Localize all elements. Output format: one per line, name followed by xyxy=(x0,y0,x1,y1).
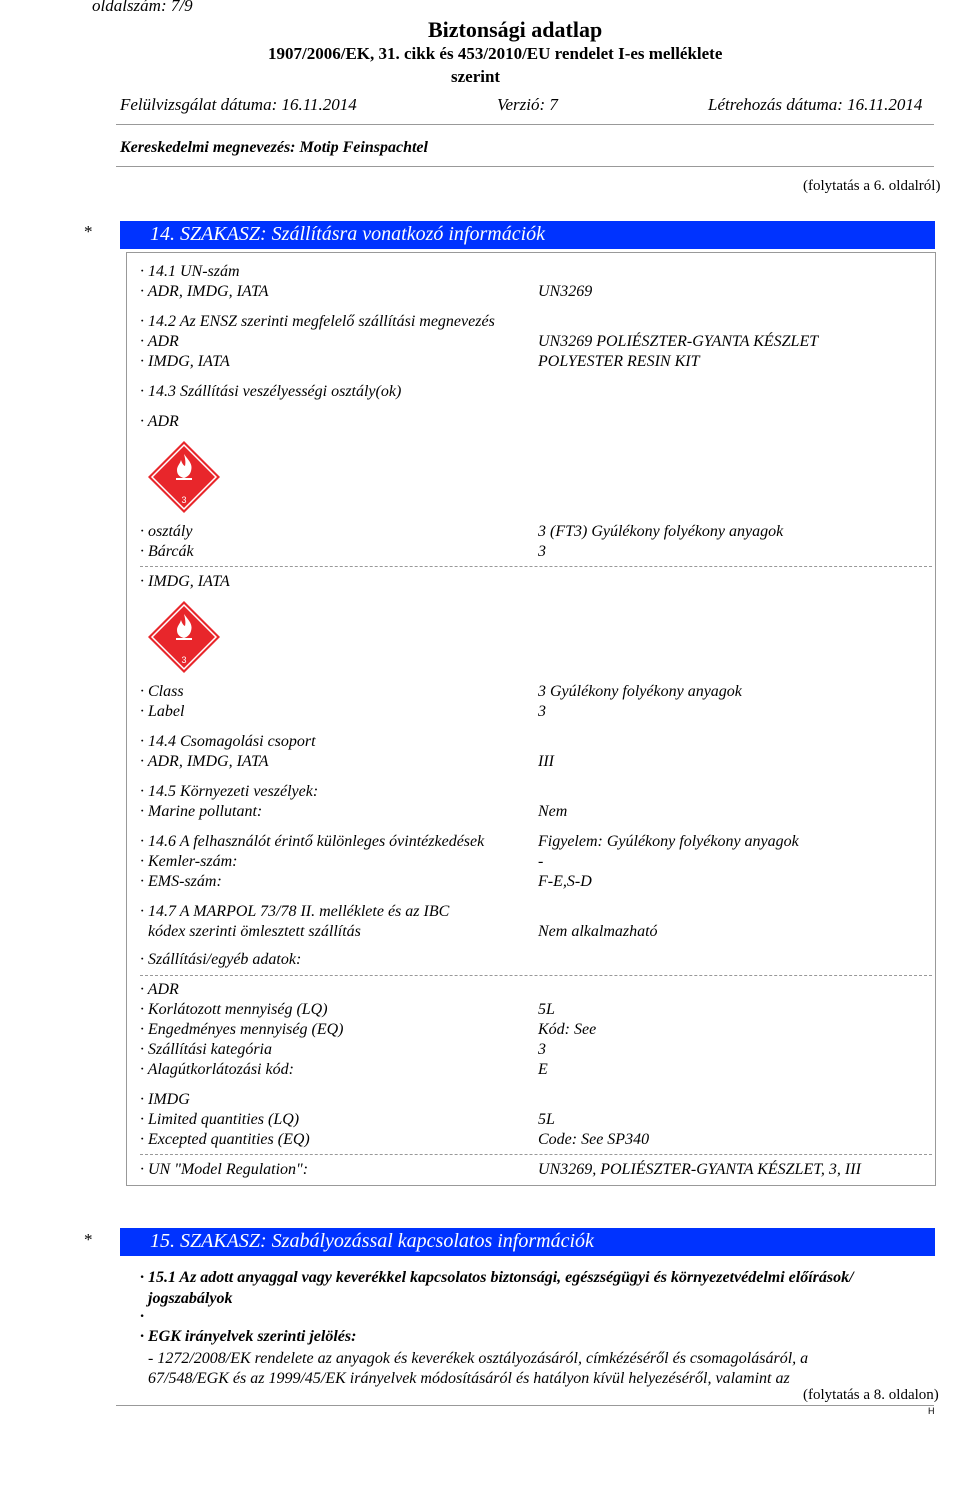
lq-value: 5L xyxy=(538,1001,555,1018)
labels-label: · Bárcák xyxy=(140,543,194,560)
marine-pollutant-value: Nem xyxy=(538,803,568,820)
footer-divider xyxy=(116,1405,934,1406)
section14-title: 14. SZAKASZ: Szállításra vonatkozó információk xyxy=(150,223,545,245)
dashed-separator-3 xyxy=(140,1154,932,1155)
header-divider-2 xyxy=(116,166,934,167)
eq-value: Kód: See xyxy=(538,1021,597,1038)
hazard-label-number: 3 xyxy=(181,495,187,505)
label-en-label: · Label xyxy=(140,703,185,720)
imdg-label: · IMDG xyxy=(140,1091,190,1108)
class-en-value: 3 Gyúlékony folyékony anyagok xyxy=(538,683,742,700)
regulation-item-line1: · 15.1 Az adott anyaggal vagy keverékkel kapcsolatos biztonsági, egészségügyi és környezetvédelmi előírások/ xyxy=(140,1269,854,1286)
marpol-value: Nem alkalmazható xyxy=(538,923,658,940)
marine-pollutant-label: · Marine pollutant: xyxy=(140,803,263,820)
tunnel-code-label: · Alagútkorlátozási kód: xyxy=(140,1061,294,1078)
section14-change-marker: * xyxy=(84,222,93,241)
document-title: Biztonsági adatlap xyxy=(428,17,603,42)
label-en-value: 3 xyxy=(538,703,546,720)
tunnel-code-value: E xyxy=(538,1061,548,1078)
section15-change-marker: * xyxy=(84,1230,93,1249)
imdg-shipping-name: POLYESTER RESIN KIT xyxy=(538,353,700,370)
un-number-label: · 14.1 UN-szám xyxy=(140,263,240,280)
version: Verzió: 7 xyxy=(497,95,558,114)
section14-title-bar xyxy=(120,221,935,249)
class-en-label: · Class xyxy=(140,683,184,700)
page-number: oldalszám: 7/9 xyxy=(92,0,193,15)
trade-name: Kereskedelmi megnevezés: Motip Feinspachtel xyxy=(120,139,428,156)
marpol-label-line1: · 14.7 A MARPOL 73/78 II. melléklete és az IBC xyxy=(140,903,450,920)
adr-label-3: · ADR xyxy=(140,981,179,998)
adr-label: · ADR xyxy=(140,333,179,350)
class-label: · osztály xyxy=(140,523,193,540)
packing-modes-label: · ADR, IMDG, IATA xyxy=(140,753,269,770)
other-data-label: · Szállítási/egyéb adatok: xyxy=(140,951,302,968)
kemler-value: - xyxy=(538,853,544,870)
imdg-iata-label-2: · IMDG, IATA xyxy=(140,573,230,590)
un-number-value: UN3269 xyxy=(538,283,593,300)
directives-label: · EGK irányelvek szerinti jelölés: xyxy=(140,1328,357,1345)
ems-label: · EMS-szám: xyxy=(140,873,222,890)
packing-group-value: III xyxy=(538,753,554,770)
lq-label: · Korlátozott mennyiség (LQ) xyxy=(140,1001,328,1018)
lq-en-label: · Limited quantities (LQ) xyxy=(140,1111,300,1128)
directives-line2: 67/548/EGK és az 1999/45/EK irányelvek módosításáról és hatályon kívül helyezéséről, valamint az xyxy=(148,1370,790,1387)
transport-category-label: · Szállítási kategória xyxy=(140,1041,272,1058)
kemler-label: · Kemler-szám: xyxy=(140,853,238,870)
imdg-iata-label: · IMDG, IATA xyxy=(140,353,230,370)
env-hazards-label: · 14.5 Környezeti veszélyek: xyxy=(140,783,319,800)
class-value: 3 (FT3) Gyúlékony folyékony anyagok xyxy=(538,523,784,540)
adr-label-2: · ADR xyxy=(140,413,179,430)
adr-shipping-name: UN3269 POLIÉSZTER-GYANTA KÉSZLET xyxy=(538,333,819,350)
precautions-label: · 14.6 A felhasználót érintő különleges óvintézkedések xyxy=(140,833,485,850)
continued-from: (folytatás a 6. oldalról) xyxy=(803,178,941,194)
continued-to: (folytatás a 8. oldalon) xyxy=(803,1387,939,1403)
section15-title: 15. SZAKASZ: Szabályozással kapcsolatos információk xyxy=(150,1230,594,1252)
eq-label: · Engedményes mennyiség (EQ) xyxy=(140,1021,344,1038)
un-modes-label: · ADR, IMDG, IATA xyxy=(140,283,269,300)
marpol-label-line2: kódex szerinti ömlesztett szállítás xyxy=(148,923,361,940)
flammable-liquid-label-icon xyxy=(147,440,221,514)
labels-value: 3 xyxy=(538,543,546,560)
hazard-label-number-2: 3 xyxy=(181,655,187,665)
packing-group-label: · 14.4 Csomagolási csoport xyxy=(140,733,316,750)
regulation-according: szerint xyxy=(451,67,501,86)
bullet-dot: · xyxy=(140,1308,144,1325)
footer-mark: H xyxy=(928,1406,935,1416)
transport-category-value: 3 xyxy=(538,1041,546,1058)
hazard-class-label: · 14.3 Szállítási veszélyességi osztály(ok) xyxy=(140,383,402,400)
regulation-item-line2: jogszabályok xyxy=(148,1290,233,1307)
model-regulation-label: · UN "Model Regulation": xyxy=(140,1161,309,1178)
model-regulation-value: UN3269, POLIÉSZTER-GYANTA KÉSZLET, 3, III xyxy=(538,1161,861,1178)
directives-line1: - 1272/2008/EK rendelete az anyagok és keverékek osztályozásáról, címkézéséről és csomagolásáról, a xyxy=(148,1350,809,1367)
eq-en-label: · Excepted quantities (EQ) xyxy=(140,1131,310,1148)
ems-value: F-E,S-D xyxy=(538,873,592,890)
flammable-liquid-label-icon-2 xyxy=(147,600,221,674)
header-divider xyxy=(116,124,934,125)
section15-title-bar xyxy=(120,1228,935,1256)
lq-en-value: 5L xyxy=(538,1111,555,1128)
dashed-separator-2 xyxy=(140,975,932,976)
shipping-name-label: · 14.2 Az ENSZ szerinti megfelelő szállítási megnevezés xyxy=(140,313,495,330)
revision-date: Felülvizsgálat dátuma: 16.11.2014 xyxy=(120,95,357,114)
regulation-line: 1907/2006/EK, 31. cikk és 453/2010/EU rendelet I-es melléklete xyxy=(268,44,723,63)
eq-en-value: Code: See SP340 xyxy=(538,1131,650,1148)
precautions-value: Figyelem: Gyúlékony folyékony anyagok xyxy=(538,833,799,850)
creation-date: Létrehozás dátuma: 16.11.2014 xyxy=(708,95,923,114)
dashed-separator xyxy=(140,566,932,567)
